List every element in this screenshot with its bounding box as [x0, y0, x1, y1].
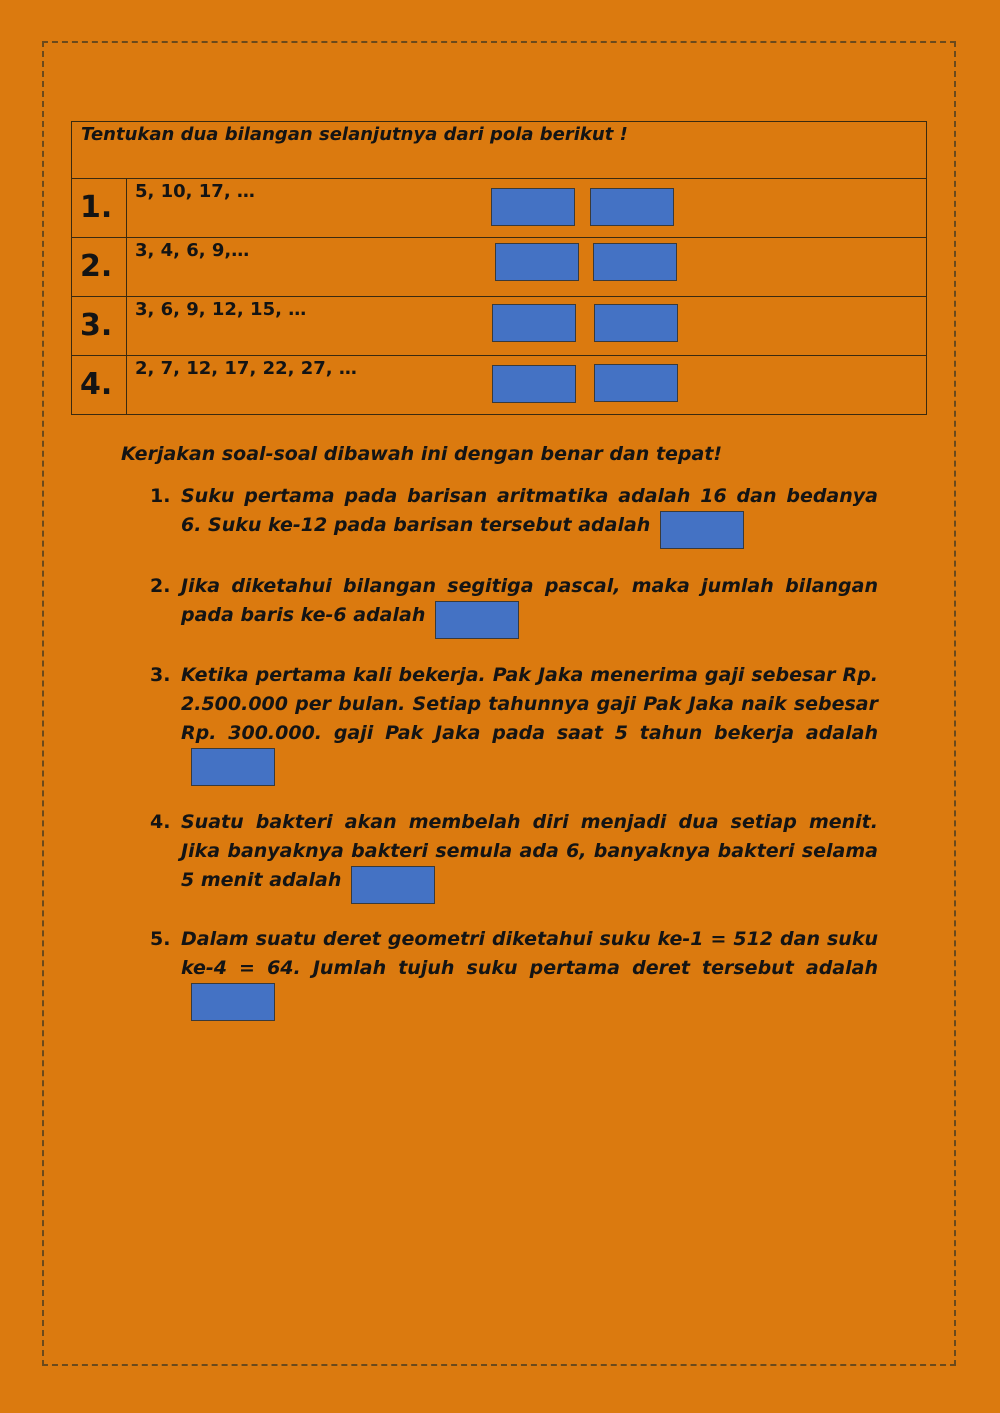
question-text: Dalam suatu deret geometri diketahui suku ke-1 = 512 dan suku ke-4 = 64. Jumlah tujuh suku pertama deret tersebut adalah — [181, 928, 878, 979]
question-text: Suku pertama pada barisan aritmatika adalah 16 dan bedanya 6. Suku ke-12 pada barisan tersebut adalah — [181, 485, 878, 536]
question-number: 1. — [150, 485, 171, 507]
question-item — [150, 661, 878, 786]
question-item — [150, 925, 878, 1021]
row-cell — [127, 356, 927, 415]
question-number: 2. — [150, 575, 171, 597]
row-number: 3. — [72, 297, 127, 356]
question-item — [150, 482, 878, 549]
answer-box-3a[interactable] — [492, 304, 576, 342]
row-sequence: 3, 6, 9, 12, 15, … — [135, 299, 307, 320]
row-number: 2. — [72, 238, 127, 297]
answer-box-q5[interactable] — [191, 983, 275, 1021]
answer-box-1b[interactable] — [590, 188, 674, 226]
question-number: 3. — [150, 664, 171, 686]
question-text: Ketika pertama kali bekerja. Pak Jaka menerima gaji sebesar Rp. 2.500.000 per bulan. Setiap tahunnya gaji Pak Jaka naik sebesar Rp. 300.000. gaji Pak Jaka pada saat 5 tahun bekerja adalah — [181, 664, 878, 744]
question-body — [181, 482, 878, 549]
question-body — [181, 808, 878, 904]
question-item — [150, 808, 878, 904]
answer-box-2a[interactable] — [495, 243, 579, 281]
pattern-row — [72, 179, 927, 238]
answer-box-4b[interactable] — [594, 364, 678, 402]
pattern-row — [72, 297, 927, 356]
question-number: 4. — [150, 811, 171, 833]
question-body — [181, 661, 878, 786]
answer-box-q4[interactable] — [351, 866, 435, 904]
instructions: Kerjakan soal-soal dibawah ini dengan benar dan tepat! — [121, 443, 723, 465]
row-cell — [127, 238, 927, 297]
row-sequence: 3, 4, 6, 9,… — [135, 240, 250, 261]
answer-box-q3[interactable] — [191, 748, 275, 786]
row-number: 1. — [72, 179, 127, 238]
row-cell — [127, 179, 927, 238]
pattern-row — [72, 356, 927, 415]
answer-box-q1[interactable] — [660, 511, 744, 549]
question-text: Suatu bakteri akan membelah diri menjadi dua setiap menit. Jika banyaknya bakteri semula ada 6, banyaknya bakteri selama 5 menit adalah — [181, 811, 878, 891]
row-sequence: 5, 10, 17, … — [135, 181, 255, 202]
pattern-row — [72, 238, 927, 297]
row-number: 4. — [72, 356, 127, 415]
answer-box-q2[interactable] — [435, 601, 519, 639]
row-sequence: 2, 7, 12, 17, 22, 27, … — [135, 358, 357, 379]
pattern-header: Tentukan dua bilangan selanjutnya dari pola berikut ! — [72, 122, 927, 179]
answer-box-2b[interactable] — [593, 243, 677, 281]
question-body — [181, 925, 878, 1021]
answer-box-1a[interactable] — [491, 188, 575, 226]
row-cell — [127, 297, 927, 356]
question-item — [150, 572, 878, 639]
answer-box-4a[interactable] — [492, 365, 576, 403]
question-body — [181, 572, 878, 639]
question-number: 5. — [150, 928, 171, 950]
question-text: Jika diketahui bilangan segitiga pascal, maka jumlah bilangan pada baris ke-6 adalah — [181, 575, 878, 626]
answer-box-3b[interactable] — [594, 304, 678, 342]
pattern-table — [71, 121, 927, 415]
